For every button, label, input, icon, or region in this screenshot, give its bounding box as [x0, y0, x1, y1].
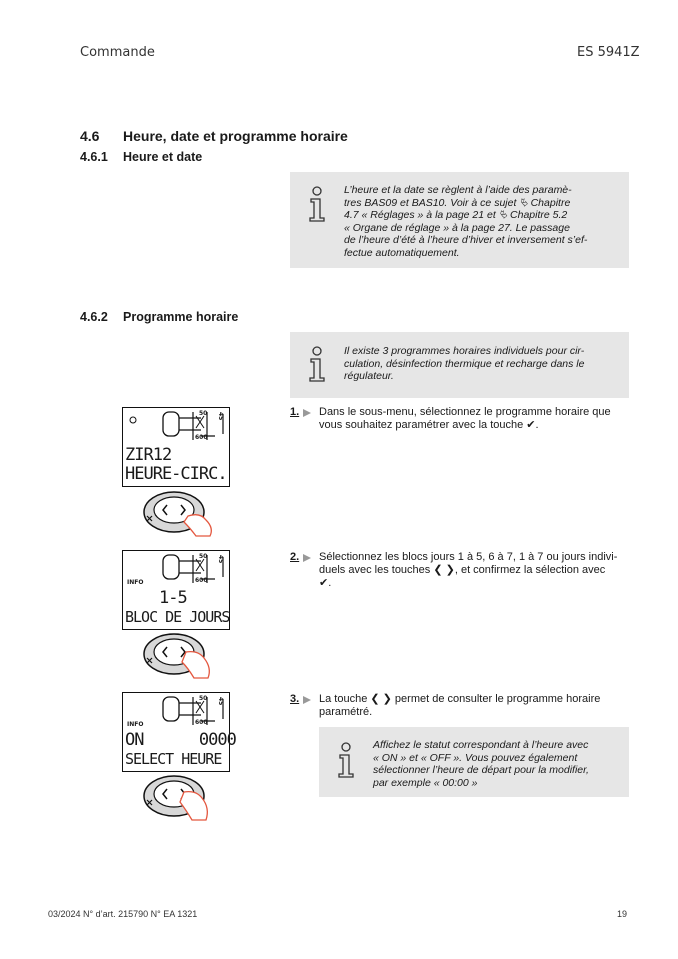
info-note: [290, 332, 629, 398]
header-section-name: Commande: [80, 45, 155, 60]
lcd-tiny-value: 50: [199, 410, 208, 417]
lcd-line-2: SELECT HEURE: [125, 750, 222, 768]
subsection-number: 4.6.1: [80, 150, 108, 164]
step-arrow-icon: [303, 554, 311, 562]
subsection-title: Heure et date: [123, 150, 203, 164]
lcd-display: [122, 407, 230, 487]
lcd-tiny-value: 600: [195, 434, 208, 441]
lcd-line-1: ON 0000: [125, 730, 236, 750]
note-text: Il existe 3 programmes horaires individuels pour cir- culation, désinfection thermique et recharge dans le régulateur.: [344, 345, 585, 382]
lcd-display: [122, 692, 236, 772]
section-number: 4.6: [80, 128, 100, 144]
header-doc-ref: ES 5941Z: [577, 45, 640, 60]
note-text: Affichez le statut correspondant à l’heure avec « ON » et « OFF ». Vous pouvez également sélectionner l’heure de départ pour la modifier, par exemple « 00:00 »: [373, 739, 589, 789]
step-number: 2.: [290, 551, 300, 563]
step-arrow-icon: [303, 409, 311, 417]
lcd-line-1: ZIR12: [125, 445, 172, 465]
step-text: Dans le sous-menu, sélectionnez le programme horaire que vous souhaitez paramétrer avec la touche ✔.: [319, 406, 611, 431]
step-text: La touche ❮ ❯ permet de consulter le programme horaire paramétré.: [319, 693, 601, 718]
step-number: 3.: [290, 693, 300, 705]
lcd-tiny-value: 45: [217, 555, 224, 564]
page-number: 19: [617, 909, 628, 919]
note-text: L’heure et la date se règlent à l’aide des paramè- tres BAS09 et BAS10. Voir à ce sujet ⮱ Chapitre 4.7 « Réglages » à la page 21 et ⮱ Chapitre 5.2 « Organe de réglage » à la page 27. Le passage de l’heure d’été à l’heure d’hiver et inversement s’ef- fectue automatiquement.: [344, 184, 588, 259]
lcd-tiny-value: 45: [217, 697, 224, 706]
system-schematic-icon: [123, 408, 229, 448]
section-title: Heure, date et programme horaire: [123, 128, 348, 144]
lcd-info-label: INFO: [127, 721, 144, 728]
lcd-display: [122, 550, 230, 630]
lcd-info-label: INFO: [127, 579, 144, 586]
lcd-tiny-value: 50: [199, 695, 208, 702]
control-knob-icon: [140, 632, 220, 680]
info-icon: [307, 186, 327, 222]
lcd-tiny-value: 600: [195, 577, 208, 584]
footer-doc-info: 03/2024 N° d’art. 215790 N° EA 1321: [48, 909, 198, 919]
subsection-number: 4.6.2: [80, 310, 108, 324]
control-knob-icon: [140, 490, 220, 538]
lcd-tiny-value: 45: [217, 412, 224, 421]
lcd-tiny-value: 50: [199, 553, 208, 560]
info-note: [319, 727, 629, 797]
step-number: 1.: [290, 406, 300, 418]
step-text: Sélectionnez les blocs jours 1 à 5, 6 à 7, 1 à 7 ou jours indivi- duels avec les touches ❮ ❯, et confirmez la sélection avec ✔.: [319, 551, 618, 589]
lcd-line-1: 1-5: [159, 588, 187, 608]
control-knob-icon: [140, 774, 220, 822]
step-arrow-icon: [303, 696, 311, 704]
lcd-tiny-value: 600: [195, 719, 208, 726]
info-note: [290, 172, 629, 268]
info-icon: [307, 346, 327, 382]
subsection-title: Programme horaire: [123, 310, 239, 324]
lcd-line-2: HEURE-CIRC.: [125, 464, 227, 484]
info-icon: [336, 742, 356, 778]
lcd-line-2: BLOC DE JOURS: [125, 608, 230, 626]
